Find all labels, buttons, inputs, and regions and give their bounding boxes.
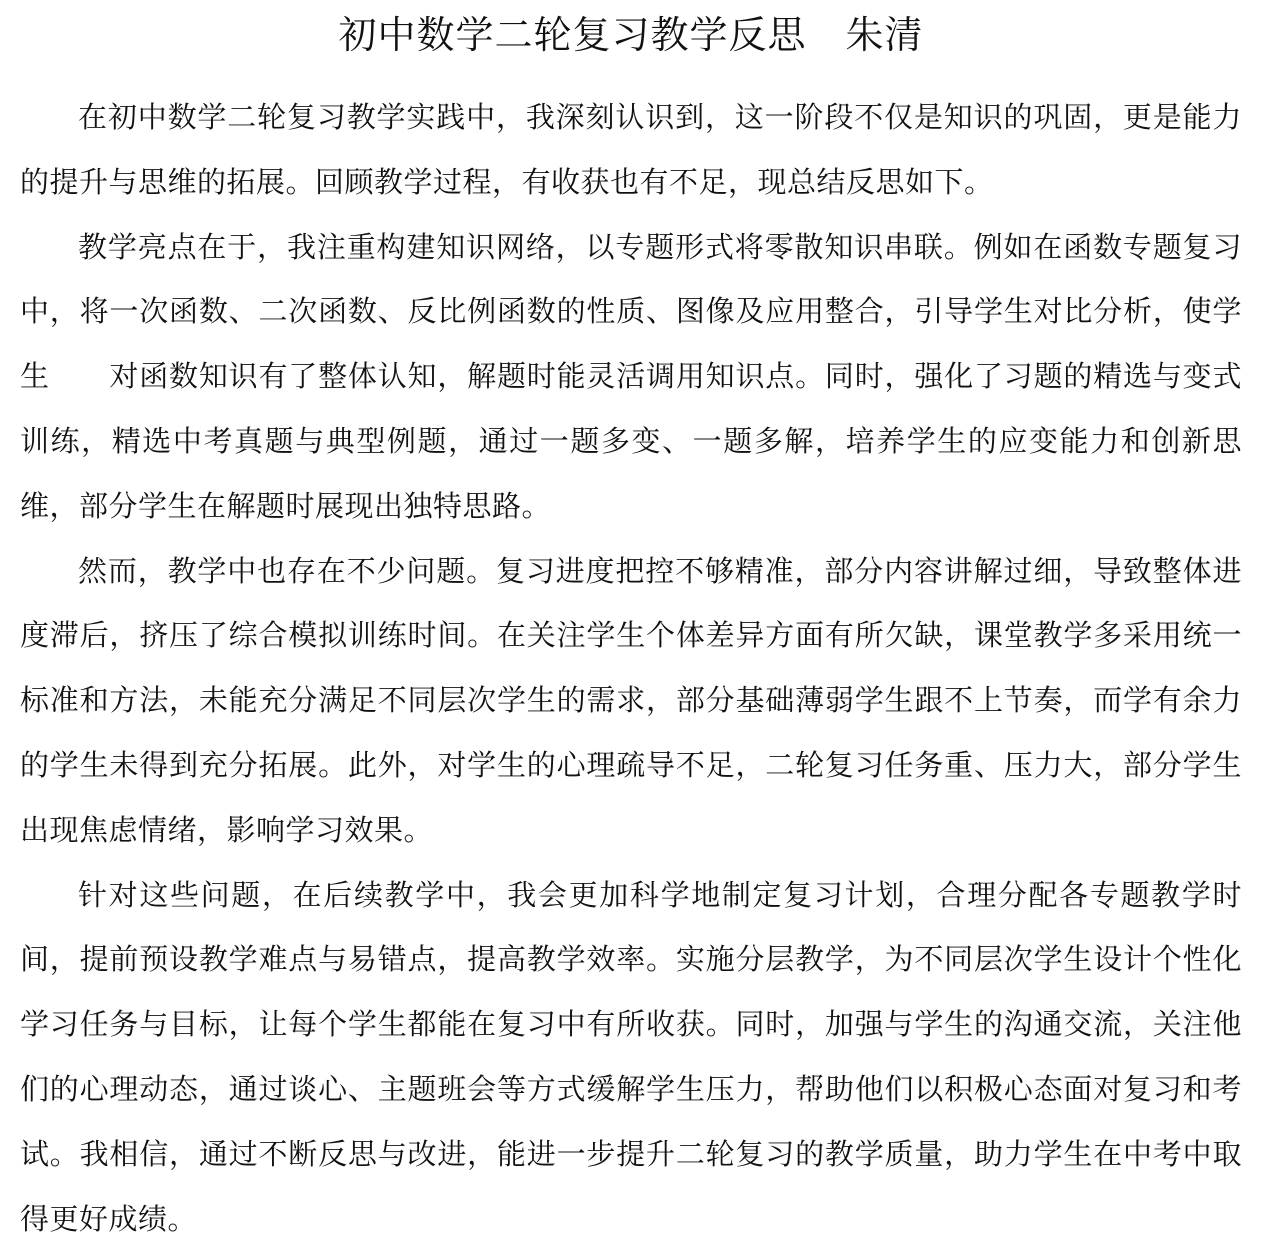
paragraph-intro: 在初中数学二轮复习教学实践中，我深刻认识到，这一阶段不仅是知识的巩固，更是能力的提升与思维的拓展。回顾教学过程，有收获也有不足，现总结反思如下。 — [20, 100, 1242, 199]
paragraph-highlights: 教学亮点在于，我注重构建知识网络，以专题形式将零散知识串联。例如在函数专题复习中，将一次函数、二次函数、反比例函数的性质、图像及应用整合，引导学生对比分析，使学生 对函数知识有了整体认知，解题时能灵活调用知识点。同时，强化了习题的精选与变式训练，精选中考真题与典型例题，通过一题多变、一题多解，培养学生的应变能力和创新思维，部分学生在解题时展现出独特思路。 — [20, 229, 1242, 523]
document-page — [20, 0, 1242, 1251]
paragraph-problems: 然而，教学中也存在不少问题。复习进度把控不够精准，部分内容讲解过细，导致整体进度滞后，挤压了综合模拟训练时间。在关注学生个体差异方面有所欠缺，课堂教学多采用统一标准和方法，未能充分满足不同层次学生的需求，部分基础薄弱学生跟不上节奏，而学有余力的学生未得到充分拓展。此外，对学生的心理疏导不足，二轮复习任务重、压力大，部分学生出现焦虑情绪，影响学习效果。 — [20, 553, 1242, 847]
paragraph-improvements: 针对这些问题，在后续教学中，我会更加科学地制定复习计划，合理分配各专题教学时间，提前预设教学难点与易错点，提高教学效率。实施分层教学，为不同层次学生设计个性化学习任务与目标，让每个学生都能在复习中有所收获。同时，加强与学生的沟通交流，关注他们的心理动态，通过谈心、主题班会等方式缓解学生压力，帮助他们以积极心态面对复习和考试。我相信，通过不断反思与改进，能进一步提升二轮复习的教学质量，助力学生在中考中取得更好成绩。 — [20, 877, 1242, 1236]
document-title: 初中数学二轮复习教学反思 朱清 — [338, 13, 924, 57]
document-body — [20, 85, 1242, 1251]
